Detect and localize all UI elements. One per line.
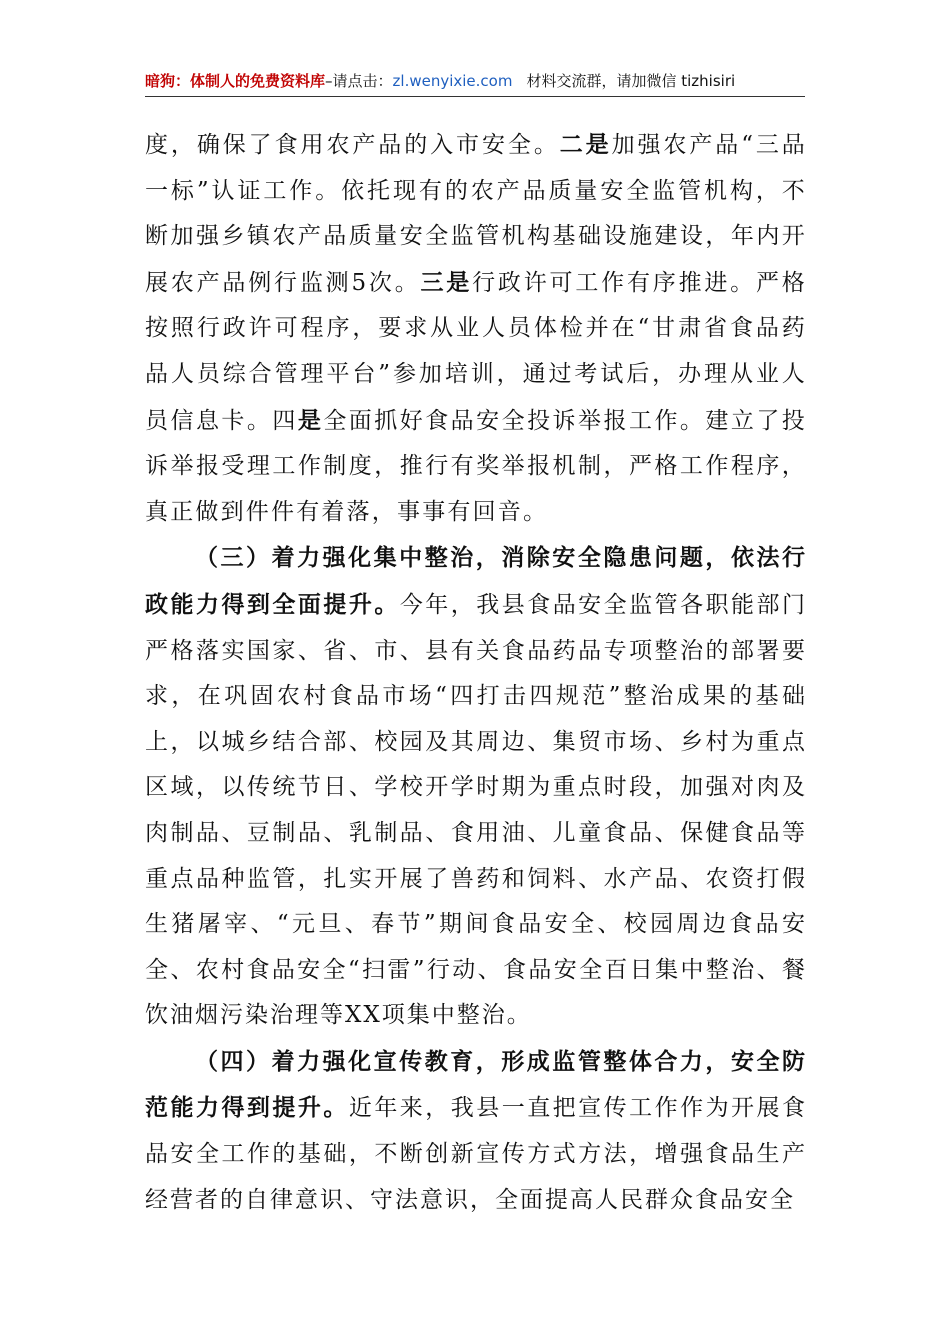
- emphasis-marker: 是: [297, 406, 324, 434]
- paragraph-text: 度，确保了食用农产品的入市安全。: [145, 132, 560, 158]
- paragraph-section-4: [145, 1039, 807, 1223]
- paragraph-section-3: [145, 535, 807, 1039]
- paragraph-text: 全面抓好食品安全投诉举报工作。建立了投诉举报受理工作制度，推行有奖举报机制，严格工作程序，真正做到件件有着落，事事有回音。: [145, 407, 807, 525]
- document-body: [145, 122, 807, 1223]
- paragraph-1: [145, 122, 807, 535]
- emphasis-marker: 二是: [559, 131, 612, 158]
- header-wechat-note: 材料交流群，请加微信 tizhisiri: [526, 72, 736, 90]
- header-brand: 暗狗：体制人的免费资料库: [145, 72, 326, 90]
- emphasis-marker: 三是: [420, 268, 473, 296]
- section-heading: （四）着力强化宣传教育，形成监管整体合力，安全防范能力得到提升。: [145, 1047, 807, 1122]
- page-header: [145, 66, 805, 97]
- header-url-link[interactable]: zl.wenyixie.com: [392, 72, 513, 90]
- paragraph-text: 近年来，我县一直把宣传工作作为开展食品安全工作的基础，不断创新宣传方式方法，增强食品生产经营者的自律意识、守法意识，全面提高人民群众食品安全: [145, 1095, 808, 1213]
- paragraph-text: 行政许可工作有序推进。严格按照行政许可程序，要求从业人员体检并在“甘肃省食品药品人员综合管理平台”参加培训，通过考试后，办理从业人员信息卡。四: [145, 269, 807, 434]
- header-prompt: –请点击：: [325, 72, 393, 90]
- paragraph-text: 加强农产品“三品一标”认证工作。依托现有的农产品质量安全监管机构，不断加强乡镇农产品质量安全监管机构基础设施建设，年内开展农产品例行监测5次。: [145, 132, 808, 296]
- paragraph-text: 今年，我县食品安全监管各职能部门严格落实国家、省、市、县有关食品药品专项整治的部署要求，在巩固农村食品市场“四打击四规范”整治成果的基础上，以城乡结合部、校园及其周边、集贸市场、乡村为重点区域，以传统节日、学校开学时期为重点时段，加强对肉及肉制品、豆制品、乳制品、食用油、儿童食品、保健食品等重点品种监管，扎实开展了兽药和饲料、水产品、农资打假生猪屠宰、“元旦、春节”期间食品安全、校园周边食品安全、农村食品安全“扫雷”行动、食品安全百日集中整治、餐饮油烟污染治理等XX项集中整治。: [145, 591, 808, 1029]
- section-heading: （三）着力强化集中整治，消除安全隐患问题，依法行政能力得到全面提升。: [145, 544, 807, 618]
